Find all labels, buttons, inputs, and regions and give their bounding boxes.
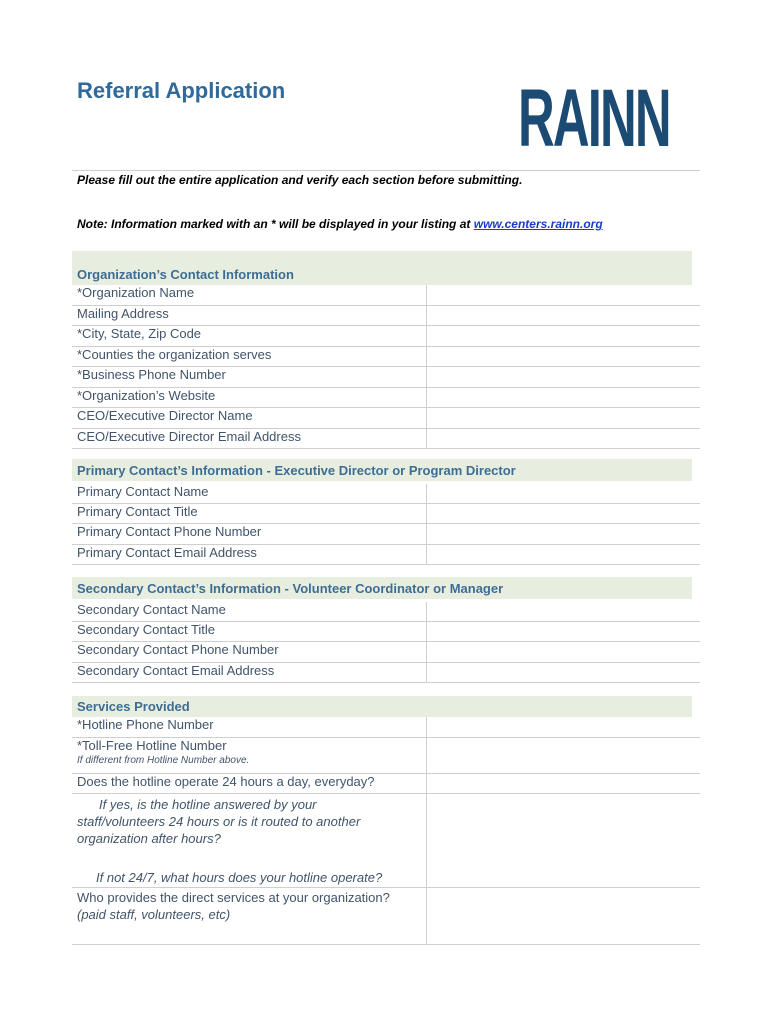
field-input[interactable] <box>427 367 700 387</box>
who-hint: (paid staff, volunteers, etc) <box>77 907 231 922</box>
form-row <box>72 717 700 738</box>
field-label: Primary Contact Phone Number <box>72 524 427 544</box>
form-row <box>72 622 700 642</box>
form-row <box>72 888 700 945</box>
field-input[interactable] <box>427 622 700 641</box>
form-row <box>72 642 700 663</box>
section-title: Organization’s Contact Information <box>72 251 692 285</box>
header-divider <box>72 170 700 171</box>
field-input[interactable] <box>427 717 700 737</box>
field-input[interactable] <box>427 306 700 325</box>
form-row <box>72 347 700 367</box>
field-input[interactable] <box>427 484 700 503</box>
field-label: Secondary Contact Title <box>72 622 427 641</box>
rainn-logo: RAINN <box>518 73 670 164</box>
form-row <box>72 524 700 545</box>
note-text <box>77 217 603 231</box>
page-title: Referral Application <box>77 78 286 103</box>
tollfree-hint: If different from Hotline Number above. <box>77 755 250 766</box>
field-input[interactable] <box>427 663 700 682</box>
section-title: Services Provided <box>72 696 692 717</box>
form-row <box>72 774 700 794</box>
field-input[interactable] <box>427 347 700 366</box>
field-label: Secondary Contact Phone Number <box>72 642 427 662</box>
form-row <box>72 285 700 306</box>
form-row <box>72 738 700 774</box>
form-row <box>72 388 700 408</box>
form-row <box>72 306 700 326</box>
section-services <box>72 696 700 945</box>
field-label: *Business Phone Number <box>72 367 427 387</box>
field-label: *Organization’s Website <box>72 388 427 407</box>
tollfree-label: *Toll-Free Hotline Number <box>77 738 227 753</box>
field-input[interactable] <box>427 602 700 621</box>
form-row <box>72 408 700 429</box>
section-title: Secondary Contact’s Information - Volunteer Coordinator or Manager <box>72 577 692 599</box>
ifyes-question: If yes, is the hotline answered by your staff/volunteers 24 hours or is it routed to another organization after hours? <box>77 797 361 846</box>
form-row <box>72 367 700 388</box>
field-label <box>72 738 427 773</box>
form-row <box>72 429 700 449</box>
form-row <box>72 794 700 888</box>
form-row <box>72 599 700 622</box>
field-input[interactable] <box>427 642 700 662</box>
form-row <box>72 545 700 565</box>
field-label: CEO/Executive Director Name <box>72 408 427 428</box>
section-secondary-contact <box>72 577 700 683</box>
field-label: *Counties the organization serves <box>72 347 427 366</box>
section-organization <box>72 251 700 449</box>
field-label: Mailing Address <box>72 306 427 325</box>
form-row <box>72 326 700 347</box>
field-label: CEO/Executive Director Email Address <box>72 429 427 448</box>
section-title: Primary Contact’s Information - Executive Director or Program Director <box>72 459 692 481</box>
form-row <box>72 663 700 683</box>
centers-link[interactable]: www.centers.rainn.org <box>473 217 603 231</box>
field-label <box>72 794 427 887</box>
who-question: Who provides the direct services at your organization? <box>77 890 390 905</box>
field-input[interactable] <box>427 429 700 448</box>
form-row <box>72 504 700 524</box>
field-label: Secondary Contact Name <box>72 602 427 621</box>
field-label: Primary Contact Name <box>72 484 427 503</box>
field-input[interactable] <box>427 738 700 773</box>
ifnot-question: If not 24/7, what hours does your hotline operate? <box>96 870 383 885</box>
form-row <box>72 481 700 504</box>
field-input[interactable] <box>427 285 700 305</box>
field-label: Primary Contact Title <box>72 504 427 523</box>
instructions-text: Please fill out the entire application and verify each section before submitting. <box>77 173 523 187</box>
field-input[interactable] <box>427 888 700 944</box>
field-input[interactable] <box>427 388 700 407</box>
field-input[interactable] <box>427 504 700 523</box>
field-label <box>72 888 427 944</box>
field-label: Does the hotline operate 24 hours a day, everyday? <box>72 774 427 793</box>
field-label: Primary Contact Email Address <box>72 545 427 564</box>
field-label: *Organization Name <box>72 285 427 305</box>
field-input[interactable] <box>427 774 700 793</box>
field-input[interactable] <box>427 794 700 887</box>
field-input[interactable] <box>427 524 700 544</box>
field-label: Secondary Contact Email Address <box>72 663 427 682</box>
note-label: Note: Information marked with an * will be displayed in your listing at <box>77 217 474 231</box>
field-input[interactable] <box>427 326 700 346</box>
field-label: *City, State, Zip Code <box>72 326 427 346</box>
field-input[interactable] <box>427 545 700 564</box>
field-label: *Hotline Phone Number <box>72 717 427 737</box>
section-primary-contact <box>72 459 700 565</box>
field-input[interactable] <box>427 408 700 428</box>
